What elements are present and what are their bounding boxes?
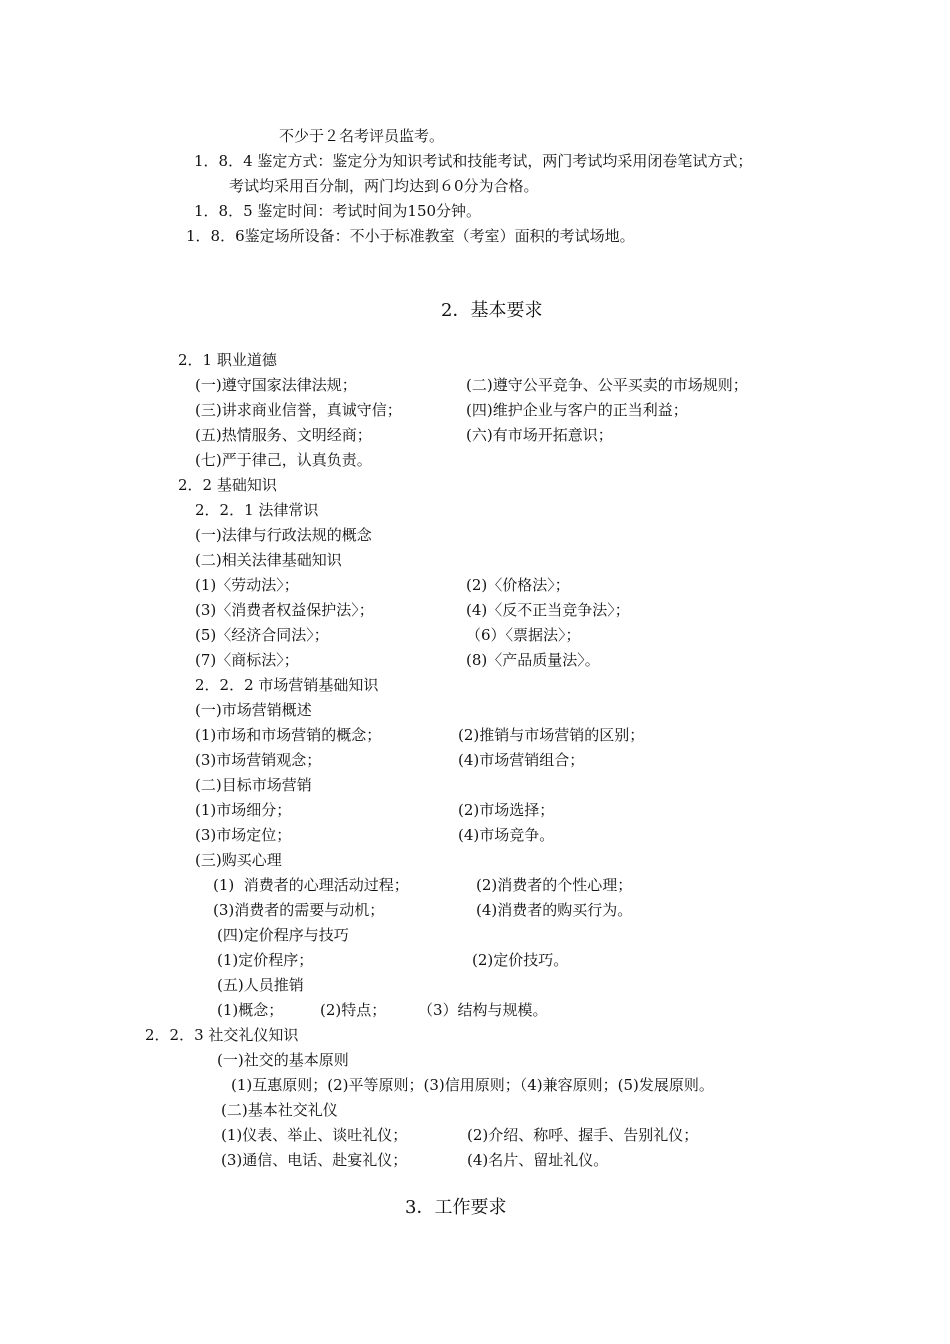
list-item: (1)市场和市场营销的概念； — [195, 726, 382, 744]
list-item: (4)消费者的购买行为。 — [476, 901, 633, 919]
list-item: (2)消费者的个性心理； — [476, 876, 633, 894]
list-item: (六)有市场开拓意识； — [466, 426, 613, 444]
list-item: (4)名片、留址礼仪。 — [467, 1151, 609, 1169]
list-item: (1)仪表、举止、谈吐礼仪； — [221, 1126, 408, 1144]
list-item: (5)〈经济合同法〉； — [195, 626, 329, 644]
list-item: （6）〈票据法〉； — [466, 626, 581, 644]
subsection-title: 2．2．1 法律常识 — [195, 501, 319, 519]
list-item: (1)〈劳动法〉； — [195, 576, 299, 594]
group-title: (五)人员推销 — [217, 976, 304, 994]
list-item: (3)市场营销观念； — [195, 751, 322, 769]
list-item: (3)市场定位； — [195, 826, 292, 844]
list-item: (二)遵守公平竞争、公平买卖的市场规则； — [466, 376, 748, 394]
list-item: (2)市场选择； — [458, 801, 555, 819]
text-line: 不少于２名考评员监考。 — [279, 127, 445, 145]
text-line: 1．8．4 鉴定方式：鉴定分为知识考试和技能考试，两门考试均采用闭卷笔试方式； — [194, 152, 753, 170]
list-item: (四)维护企业与客户的正当利益； — [466, 401, 688, 419]
group-title: (一)法律与行政法规的概念 — [195, 526, 372, 544]
list-item: (1)市场细分； — [195, 801, 292, 819]
list-item: (1)概念； — [217, 1001, 284, 1019]
text-line: 1．8．6鉴定场所设备：不小于标准教室（考室）面积的考试场地。 — [186, 227, 635, 245]
list-item: (1)互惠原则；(2)平等原则；(3)信用原则；（4)兼容原则；(5)发展原则。 — [231, 1076, 714, 1094]
list-item: (4)市场营销组合； — [458, 751, 585, 769]
subsection-title: 2．1 职业道德 — [178, 351, 277, 369]
section-heading: 2．基本要求 — [441, 300, 543, 321]
list-item: (2)介绍、称呼、握手、告别礼仪； — [467, 1126, 699, 1144]
list-item: (8)〈产品质量法〉。 — [466, 651, 600, 669]
list-item: (3)〈消费者权益保护法〉； — [195, 601, 374, 619]
list-item: (2)定价技巧。 — [472, 951, 569, 969]
list-item: （3）结构与规模。 — [418, 1001, 548, 1019]
list-item: (2)推销与市场营销的区别； — [458, 726, 645, 744]
list-item: (三)讲求商业信誉，真诚守信； — [195, 401, 402, 419]
list-item: (五)热情服务、文明经商； — [195, 426, 372, 444]
list-item: (3)通信、电话、赴宴礼仪； — [221, 1151, 408, 1169]
group-title: (一)社交的基本原则 — [217, 1051, 349, 1069]
list-item: (3)消费者的需要与动机； — [213, 901, 385, 919]
list-item: (2)特点； — [320, 1001, 387, 1019]
list-item: (4)市场竞争。 — [458, 826, 555, 844]
text-line: 1．8．5 鉴定时间：考试时间为150分钟。 — [194, 202, 482, 220]
group-title: (三)购买心理 — [195, 851, 282, 869]
list-item: (七)严于律己，认真负责。 — [195, 451, 372, 469]
group-title: (二)基本社交礼仪 — [221, 1101, 338, 1119]
list-item: (1) 消费者的心理活动过程； — [213, 876, 409, 894]
group-title: (二)目标市场营销 — [195, 776, 312, 794]
list-item: (2)〈价格法〉； — [466, 576, 570, 594]
list-item: (7)〈商标法〉； — [195, 651, 299, 669]
group-title: (一)市场营销概述 — [195, 701, 312, 719]
section-heading: 3．工作要求 — [405, 1197, 507, 1218]
list-item: (1)定价程序； — [217, 951, 314, 969]
subsection-title: 2．2．3 社交礼仪知识 — [145, 1026, 299, 1044]
list-item: (一)遵守国家法律法规； — [195, 376, 357, 394]
text-line: 考试均采用百分制，两门均达到６0分为合格。 — [229, 177, 539, 195]
subsection-title: 2．2．2 市场营销基础知识 — [195, 676, 379, 694]
list-item: (4)〈反不正当竞争法〉； — [466, 601, 630, 619]
subsection-title: 2．2 基础知识 — [178, 476, 277, 494]
group-title: (二)相关法律基础知识 — [195, 551, 342, 569]
group-title: (四)定价程序与技巧 — [217, 926, 349, 944]
